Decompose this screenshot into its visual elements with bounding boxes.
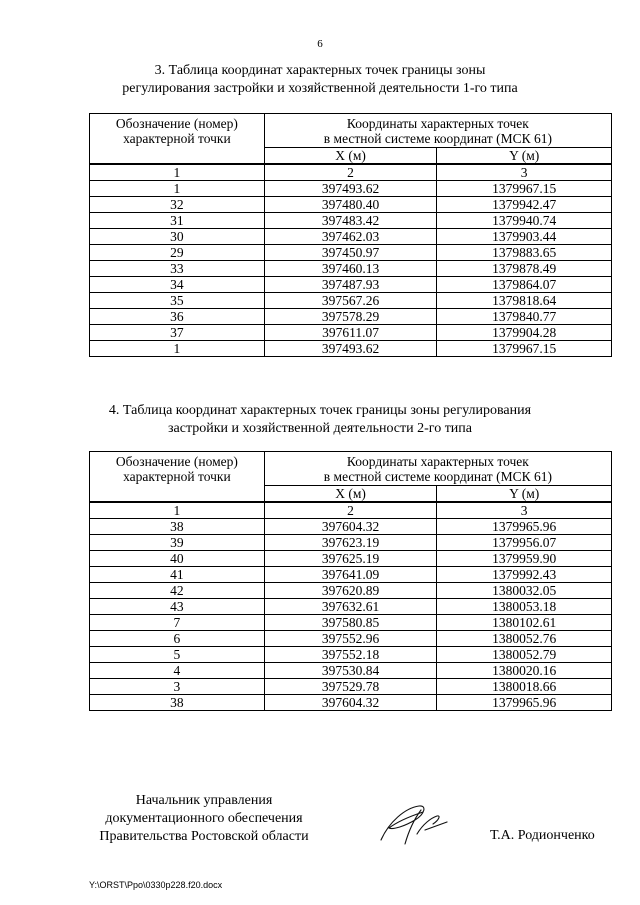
column-number-cell: 3 [437, 164, 612, 181]
point-id-cell: 41 [90, 567, 265, 583]
x-coordinate-cell: 397483.42 [264, 213, 437, 229]
table-row [90, 229, 612, 245]
y-coordinate-cell: 1380052.76 [437, 631, 612, 647]
table-1-caption-line-2: регулирования застройки и хозяйственной деятельности 1-го типа [122, 81, 518, 96]
position-line-3: Правительства Ростовской области [99, 829, 309, 844]
table-row [90, 293, 612, 309]
x-coordinate-cell: 397567.26 [264, 293, 437, 309]
table-row [90, 341, 612, 357]
y-coordinate-cell: 1379956.07 [437, 535, 612, 551]
table-2-caption-line-1: 4. Таблица координат характерных точек границы зоны регулирования [108, 403, 532, 418]
column-number-cell: 2 [264, 164, 437, 181]
x-coordinate-cell: 397604.32 [264, 519, 437, 535]
position-line-2: документационного обеспечения [105, 811, 303, 826]
point-id-cell: 29 [90, 245, 265, 261]
point-id-cell: 3 [90, 679, 265, 695]
file-path: Y:\ORST\Ppo\0330p228.f20.docx [89, 880, 223, 890]
point-id-cell: 38 [90, 519, 265, 535]
point-id-cell: 32 [90, 197, 265, 213]
x-coordinate-cell: 397450.97 [264, 245, 437, 261]
column-number-cell: 2 [264, 502, 437, 519]
y-coordinate-cell: 1379903.44 [437, 229, 612, 245]
table-row [90, 309, 612, 325]
y-coordinate-cell: 1380020.16 [437, 663, 612, 679]
table-1-caption-line-1: 3. Таблица координат характерных точек границы зоны [154, 63, 486, 78]
column-number-cell: 3 [437, 502, 612, 519]
y-coordinate-cell: 1379878.49 [437, 261, 612, 277]
table-row [90, 631, 612, 647]
point-id-cell: 39 [90, 535, 265, 551]
y-coordinate-cell: 1380102.61 [437, 615, 612, 631]
x-coordinate-cell: 397552.18 [264, 647, 437, 663]
column-number-row [90, 502, 612, 519]
position-line-1: Начальник управления [135, 793, 273, 808]
table-row [90, 567, 612, 583]
table-row [90, 583, 612, 599]
point-id-cell: 35 [90, 293, 265, 309]
handwritten-signature [375, 800, 455, 850]
y-coordinate-cell: 1379883.65 [437, 245, 612, 261]
page-number: 6 [317, 38, 323, 50]
y-coordinate-cell: 1380052.79 [437, 647, 612, 663]
table-row [90, 213, 612, 229]
signatory-position [89, 792, 319, 846]
y-coordinate-cell: 1379967.15 [437, 341, 612, 357]
y-coordinate-cell: 1379904.28 [437, 325, 612, 341]
point-id-cell: 43 [90, 599, 265, 615]
x-coordinate-cell: 397529.78 [264, 679, 437, 695]
table-row [90, 599, 612, 615]
x-coordinate-cell: 397578.29 [264, 309, 437, 325]
table-row [90, 181, 612, 197]
x-coordinate-cell: 397487.93 [264, 277, 437, 293]
x-coordinate-cell: 397632.61 [264, 599, 437, 615]
point-id-cell: 42 [90, 583, 265, 599]
table-row [90, 551, 612, 567]
x-coordinate-cell: 397552.96 [264, 631, 437, 647]
point-id-cell: 40 [90, 551, 265, 567]
header-point-line-1: Обозначение (номер) [115, 116, 238, 131]
y-coordinate-cell: 1379864.07 [437, 277, 612, 293]
table-row [90, 325, 612, 341]
y-coordinate-cell: 1380053.18 [437, 599, 612, 615]
x-coordinate-cell: 397530.84 [264, 663, 437, 679]
y-coordinate-cell: 1379942.47 [437, 197, 612, 213]
column-number-cell: 1 [90, 502, 265, 519]
coordinates-table-1 [89, 113, 612, 357]
x-coordinate-cell: 397460.13 [264, 261, 437, 277]
x-coordinate-cell: 397641.09 [264, 567, 437, 583]
y-coordinate-cell: 1379840.77 [437, 309, 612, 325]
header-coordinates-line-1: Координаты характерных точек [346, 454, 529, 469]
point-id-cell: 33 [90, 261, 265, 277]
table-row [90, 245, 612, 261]
table-1-caption [0, 62, 640, 98]
x-coordinate-cell: 397625.19 [264, 551, 437, 567]
point-id-cell: 36 [90, 309, 265, 325]
column-number-cell: 1 [90, 164, 265, 181]
table-row [90, 679, 612, 695]
signatory-name: Т.А. Родионченко [490, 828, 595, 843]
x-coordinate-cell: 397580.85 [264, 615, 437, 631]
point-id-cell: 30 [90, 229, 265, 245]
x-coordinate-cell: 397604.32 [264, 695, 437, 711]
table-row [90, 277, 612, 293]
point-id-cell: 4 [90, 663, 265, 679]
table-row [90, 615, 612, 631]
y-coordinate-cell: 1380018.66 [437, 679, 612, 695]
coordinates-table-2 [89, 451, 612, 711]
point-id-cell: 1 [90, 181, 265, 197]
x-coordinate-cell: 397493.62 [264, 181, 437, 197]
x-coordinate-cell: 397480.40 [264, 197, 437, 213]
y-coordinate-cell: 1379965.96 [437, 519, 612, 535]
header-y: Y (м) [437, 148, 612, 165]
y-coordinate-cell: 1379992.43 [437, 567, 612, 583]
table-2-caption-line-2: застройки и хозяйственной деятельности 2-го типа [167, 421, 473, 436]
header-point-id [90, 114, 265, 165]
y-coordinate-cell: 1379965.96 [437, 695, 612, 711]
x-coordinate-cell: 397623.19 [264, 535, 437, 551]
point-id-cell: 5 [90, 647, 265, 663]
x-coordinate-cell: 397620.89 [264, 583, 437, 599]
column-number-row [90, 164, 612, 181]
y-coordinate-cell: 1379940.74 [437, 213, 612, 229]
table-row [90, 519, 612, 535]
x-coordinate-cell: 397493.62 [264, 341, 437, 357]
table-row [90, 197, 612, 213]
table-row [90, 663, 612, 679]
y-coordinate-cell: 1380032.05 [437, 583, 612, 599]
y-coordinate-cell: 1379818.64 [437, 293, 612, 309]
y-coordinate-cell: 1379967.15 [437, 181, 612, 197]
point-id-cell: 1 [90, 341, 265, 357]
y-coordinate-cell: 1379959.90 [437, 551, 612, 567]
table-row [90, 695, 612, 711]
header-x: X (м) [264, 486, 437, 503]
table-2-caption [0, 402, 640, 438]
header-coordinates-line-2: в местной системе координат (МСК 61) [323, 469, 552, 484]
table-row [90, 261, 612, 277]
header-x: X (м) [264, 148, 437, 165]
point-id-cell: 31 [90, 213, 265, 229]
header-point-line-2: характерной точки [123, 469, 231, 484]
point-id-cell: 37 [90, 325, 265, 341]
header-coordinates-line-2: в местной системе координат (МСК 61) [323, 131, 552, 146]
point-id-cell: 34 [90, 277, 265, 293]
header-point-line-1: Обозначение (номер) [115, 454, 238, 469]
header-point-id [90, 452, 265, 503]
point-id-cell: 6 [90, 631, 265, 647]
table-row [90, 647, 612, 663]
point-id-cell: 7 [90, 615, 265, 631]
header-coordinates [264, 452, 611, 486]
header-coordinates-line-1: Координаты характерных точек [346, 116, 529, 131]
header-y: Y (м) [437, 486, 612, 503]
x-coordinate-cell: 397462.03 [264, 229, 437, 245]
header-coordinates [264, 114, 611, 148]
header-point-line-2: характерной точки [123, 131, 231, 146]
point-id-cell: 38 [90, 695, 265, 711]
table-row [90, 535, 612, 551]
x-coordinate-cell: 397611.07 [264, 325, 437, 341]
